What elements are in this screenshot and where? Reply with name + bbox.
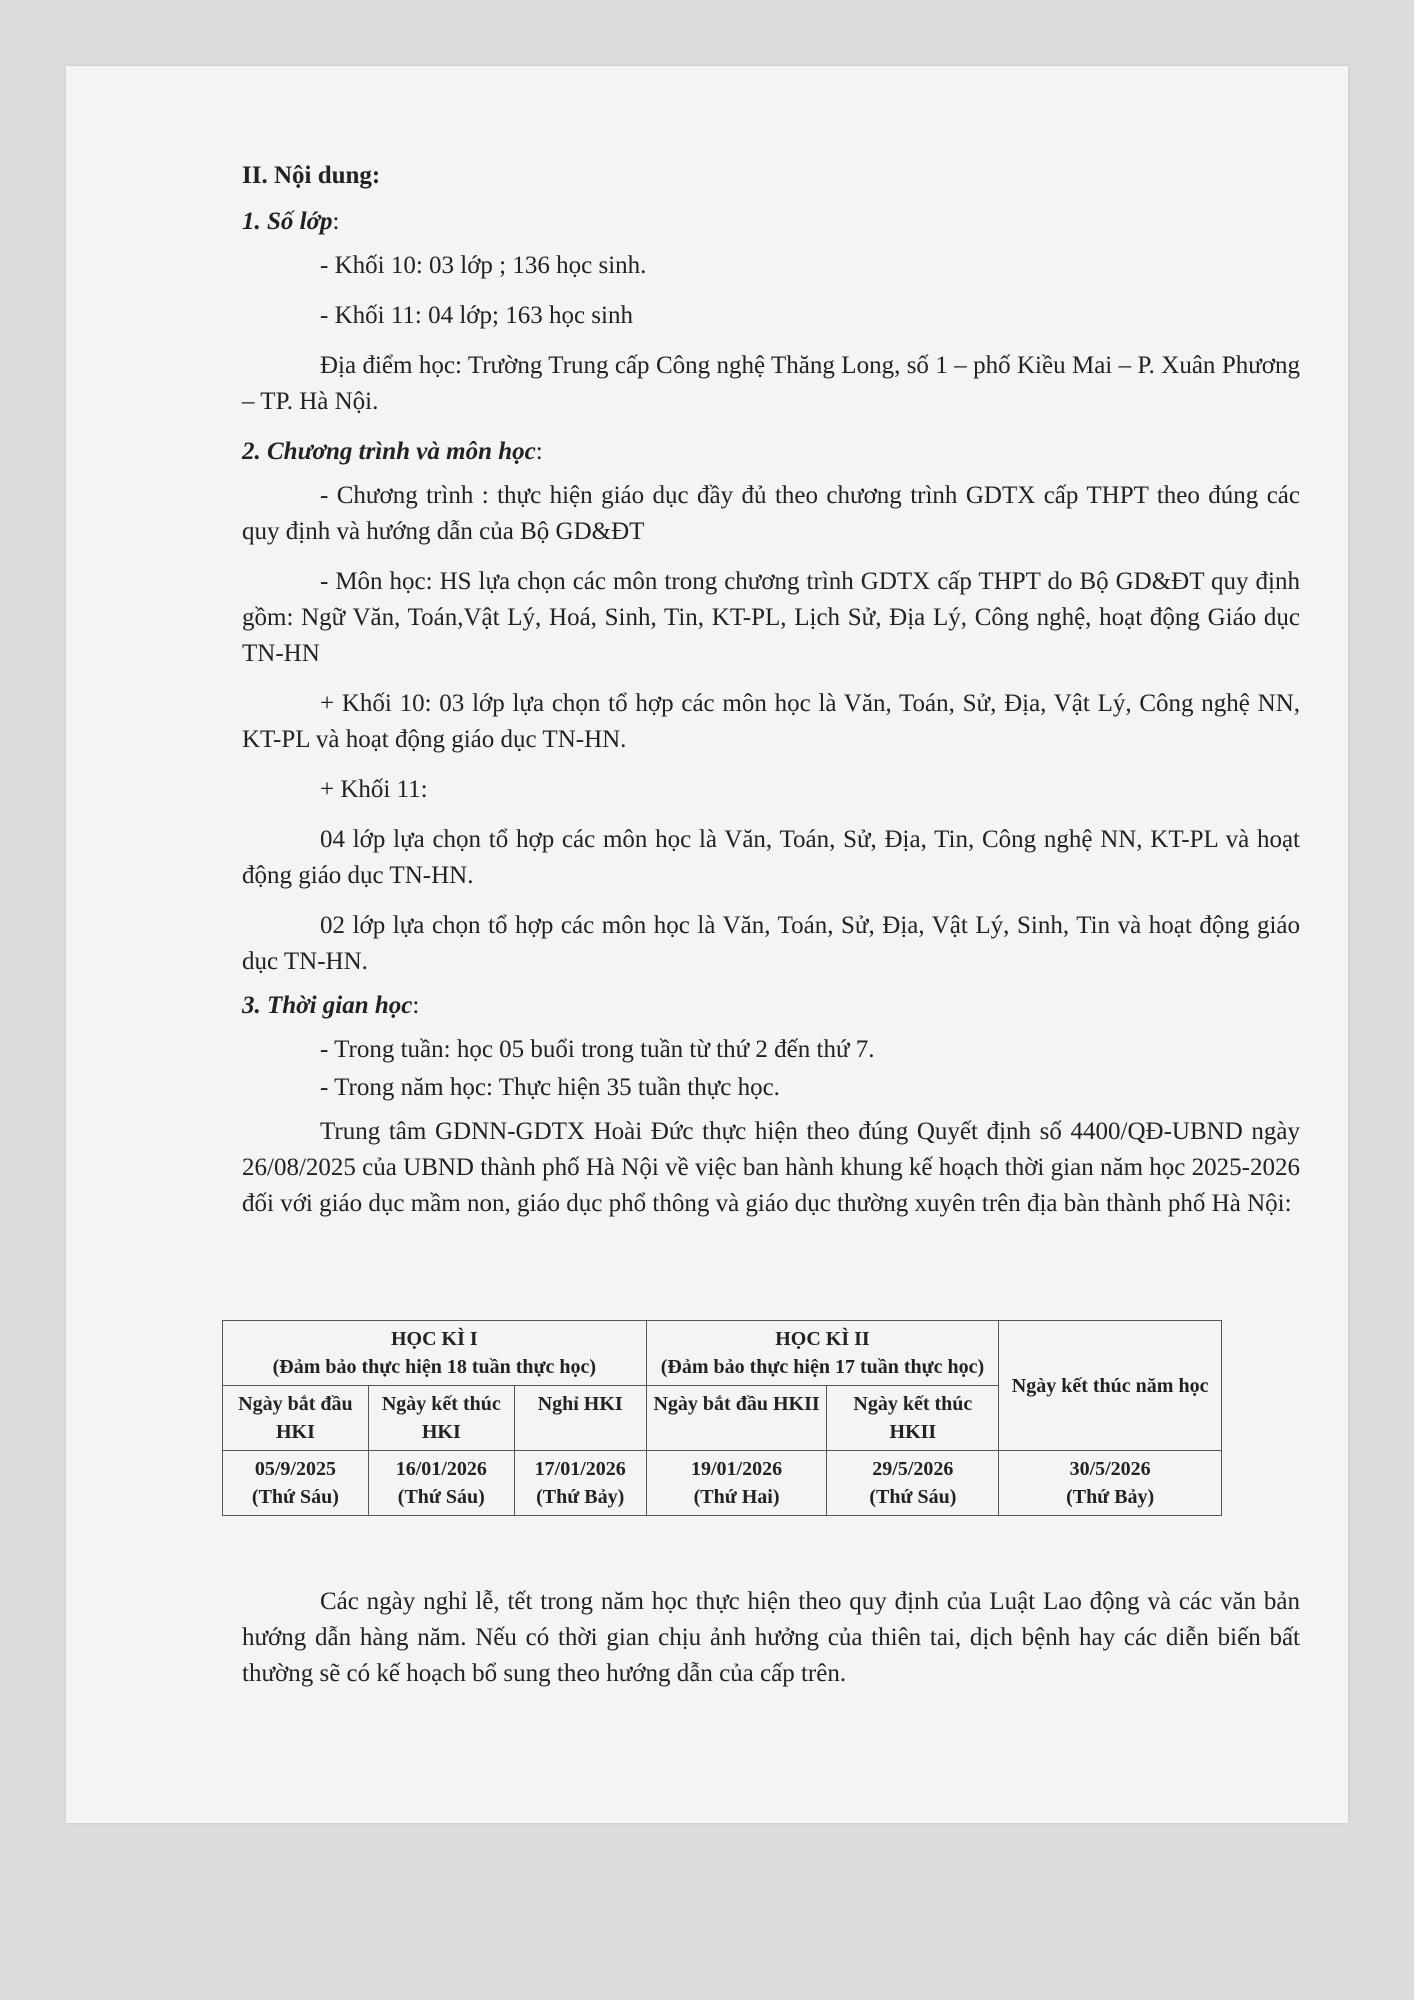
grade10-classes: - Khối 10: 03 lớp ; 136 học sinh. bbox=[320, 252, 647, 279]
table-cell: 29/5/2026 (Thứ Sáu) bbox=[827, 1451, 999, 1516]
grade11-label: + Khối 11: bbox=[320, 776, 428, 803]
school-year-table bbox=[222, 1320, 1222, 1516]
study-location: Địa điểm học: Trường Trung cấp Công nghệ Thăng Long, số 1 – phố Kiều Mai – P. Xuân Phương – TP. Hà Nội. bbox=[242, 352, 1300, 415]
hk2-header: HỌC KÌ II (Đảm bảo thực hiện 17 tuần thực học) bbox=[646, 1321, 999, 1386]
heading-schedule: 3. Thời gian học: bbox=[242, 992, 420, 1019]
table-cell: 17/01/2026 (Thứ Bảy) bbox=[514, 1451, 646, 1516]
table-cell: 05/9/2025 (Thứ Sáu) bbox=[223, 1451, 369, 1516]
section-title: II. Nội dung: bbox=[242, 162, 381, 189]
document-body bbox=[242, 158, 1300, 1236]
weekly-schedule: - Trong tuần: học 05 buổi trong tuần từ thứ 2 đến thứ 7. bbox=[320, 1036, 875, 1063]
subjects-text: - Môn học: HS lựa chọn các môn trong chương trình GDTX cấp THPT do Bộ GD&ĐT quy định gồm: Ngữ Văn, Toán,Vật Lý, Hoá, Sinh, Tin, KT-PL, Lịch Sử, Địa Lý, Công nghệ, hoạt động Giáo dục TN-HN bbox=[242, 568, 1300, 667]
table-header-row bbox=[223, 1321, 1222, 1386]
table-row bbox=[223, 1451, 1222, 1516]
grade11-option-b: 02 lớp lựa chọn tổ hợp các môn học là Văn, Toán, Sử, Địa, Vật Lý, Sinh, Tin và hoạt động giáo dục TN-HN. bbox=[242, 912, 1300, 975]
closing-paragraph: Các ngày nghỉ lễ, tết trong năm học thực hiện theo quy định của Luật Lao động và các văn bản hướng dẫn hàng năm. Nếu có thời gian chịu ảnh hưởng của thiên tai, dịch bệnh hay các diễn biến bất thường sẽ có kế hoạch bổ sung theo hướng dẫn của cấp trên. bbox=[242, 1588, 1300, 1687]
yearly-schedule: - Trong năm học: Thực hiện 35 tuần thực học. bbox=[320, 1074, 780, 1101]
col-header: Ngày kết thúc HKII bbox=[827, 1386, 999, 1451]
grade10-subjects: + Khối 10: 03 lớp lựa chọn tổ hợp các môn học là Văn, Toán, Sử, Địa, Vật Lý, Công nghệ NN, KT-PL và hoạt động giáo dục TN-HN. bbox=[242, 690, 1300, 753]
hk1-header: HỌC KÌ I (Đảm bảo thực hiện 18 tuần thực học) bbox=[223, 1321, 647, 1386]
heading-program: 2. Chương trình và môn học: bbox=[242, 438, 543, 465]
table-cell: 16/01/2026 (Thứ Sáu) bbox=[368, 1451, 514, 1516]
col-header: Ngày bắt đầu HKI bbox=[223, 1386, 369, 1451]
program-text: - Chương trình : thực hiện giáo dục đầy đủ theo chương trình GDTX cấp THPT theo đúng các quy định và hướng dẫn của Bộ GD&ĐT bbox=[242, 482, 1300, 545]
col-header: Ngày kết thúc HKI bbox=[368, 1386, 514, 1451]
col-header: Nghỉ HKI bbox=[514, 1386, 646, 1451]
end-year-header: Ngày kết thúc năm học bbox=[999, 1321, 1222, 1451]
grade11-classes: - Khối 11: 04 lớp; 163 học sinh bbox=[320, 302, 633, 329]
table-cell: 19/01/2026 (Thứ Hai) bbox=[646, 1451, 827, 1516]
heading-class-count: 1. Số lớp: bbox=[242, 208, 340, 235]
decision-text: Trung tâm GDNN-GDTX Hoài Đức thực hiện theo đúng Quyết định số 4400/QĐ-UBND ngày 26/08/2025 của UBND thành phố Hà Nội về việc ban hành khung kế hoạch thời gian năm học 2025-2026 đối với giáo dục mầm non, giáo dục phổ thông và giáo dục thường xuyên trên địa bàn thành phố Hà Nội: bbox=[242, 1118, 1300, 1217]
document-page bbox=[66, 66, 1348, 1823]
grade11-option-a: 04 lớp lựa chọn tổ hợp các môn học là Văn, Toán, Sử, Địa, Tin, Công nghệ NN, KT-PL và hoạt động giáo dục TN-HN. bbox=[242, 826, 1300, 889]
col-header: Ngày bắt đầu HKII bbox=[646, 1386, 827, 1451]
table-cell: 30/5/2026 (Thứ Bảy) bbox=[999, 1451, 1222, 1516]
